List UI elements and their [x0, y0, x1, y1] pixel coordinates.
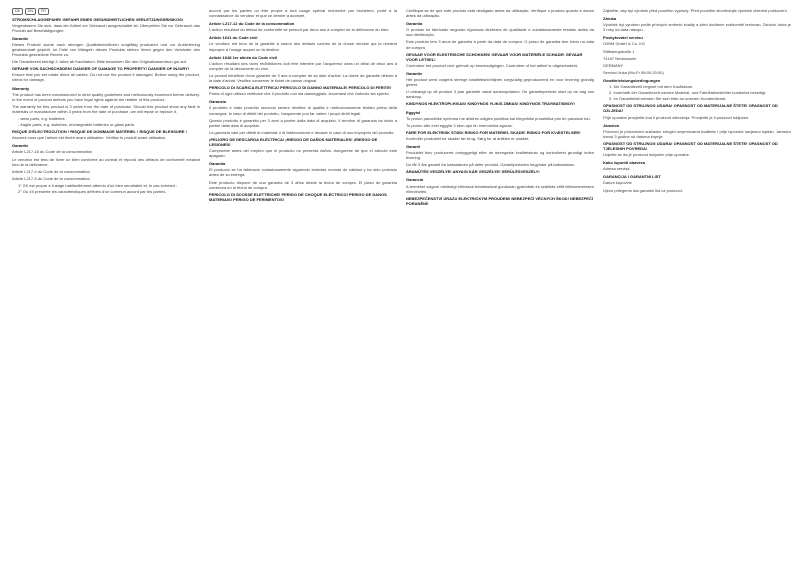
body-paragraph: Il prodotto è stato prodotto secondo severe direttive di qualità e meticolosamente testato prima della consegna. In caso di difetti del prodotto, l'acquirente può far valere i propri diritti legali. [209, 105, 397, 116]
warning-heading: GEFAHR VON SACHSCHÄDEN! DANGER OF DAMAGE TO PROPERTY! DANGER OF INJURY! [12, 66, 190, 72]
body-paragraph: Dieses Produkt wurde nach strengen Qualitätsrichtlinien sorgfältig produziert und vor Auslieferung gewissenhaft geprüft. Im Falle von Mängeln dieses Produkts stehen Ihnen gegen den Verkäufer des Produkts gesetzliche Rechte zu. [12, 41, 200, 58]
contact-line: Stiftsbergstraße 1 [603, 48, 635, 54]
warning-heading: PERICOLO DI SCOSSE ELETTRICHE! PERIGO DE CHOQUE ELÉCTRICO! PERIGO DE DANOS MATERIAIS! PERIGO DE FERIMENTOS! [209, 191, 387, 202]
section-heading: Eggyisi [406, 109, 421, 115]
list-item: 1° S'il est propre à l'usage habituellement attendu d'un bien semblable et, le cas échéant : [18, 182, 178, 188]
section-heading: Garanti [406, 143, 421, 149]
section-heading: Gewährleistungsbedingungen [603, 77, 661, 83]
body-paragraph: Produktet blev produceret omhyggeligt efter de strengeste kvalitetskrav og kontrolleret grundigt inden levering. [406, 150, 594, 161]
warning-heading: ÁRAMÜTÉS VESZÉLYE! ANYAGI KÁR VESZÉLYE! SÉRÜLÉSVESZÉLY! [406, 169, 540, 175]
section-heading: Poskytovatel servisu [603, 35, 643, 41]
language-flag-badge: EN [25, 8, 36, 15]
list-item: 2° Ou s'il présente les caractéristiques définies d'un commun accord par les parties. [18, 189, 167, 195]
body-paragraph: Die Garantiezeit beträgt 3 Jahre ab Kaufdatum. Bitte bewahren Sie den Originalkassenbon gut auf. [12, 59, 187, 65]
section-heading: Garantie [12, 35, 29, 41]
section-heading: Garantia [406, 21, 423, 27]
body-paragraph: Ujezo prilegemo dat garantni list uz proizvod. [603, 187, 683, 193]
body-paragraph: Prije uporabe provjerite ima li proizvod oštećenja. Provjerite je li proizvod isključen. [603, 114, 750, 120]
section-heading: Záruka [603, 16, 617, 22]
body-paragraph: Výrobek byl vyroben podle přísných směrnic kvality a před dodáním svědomitě testován. Záruční doba je 3 roky od data nákupu. [603, 22, 791, 33]
body-paragraph: Assurez-vous que l'article est éteint avant utilisation. Vérifiez le produit avant utilisation. [12, 135, 167, 141]
body-paragraph: La garanzia vale per difetti di materiale o di fabbricazione e decade in caso di uso improprio del prodotto. [209, 129, 395, 135]
section-heading: Jamstvo [603, 122, 620, 128]
body-paragraph: Article L217-4 du Code de la consommation [12, 168, 90, 174]
warning-heading: RISQUE D'ÉLECTROCUTION ! RISQUE DE DOMMAGE MATÉRIEL ! RISQUE DE BLESSURE ! [12, 129, 187, 135]
warning-heading: ¡PELIGRO DE DESCARGA ELÉCTRICA! ¡RIESGO DE DAÑOS MATERIALES! ¡RIESGO DE LESIONES! [209, 136, 378, 147]
body-paragraph: Proizvod je proizveden sukladno strogim smjernicama kvalitete i prije isporuke savjesno ispitan. Jamstvo iznosi 3 godine od datuma kupnje. [603, 128, 791, 139]
section-heading: Warranty [12, 85, 30, 91]
body-paragraph: Uvjerite se da je proizvod isključen prije uporabe. [603, 152, 690, 158]
body-paragraph: Compruebe antes del empleo que el producto no presenta daños. Asegúrese de que el artículo esté apagado. [209, 148, 397, 159]
section-heading: Article 1648 1er alinéa du Code civil [209, 54, 278, 60]
warning-heading: KINDYNOS HLEKTROPLHXIAS! KINDYNOS YLIKIS ZIMIAS! KINDYNOS TRAYMATISMOY! [406, 101, 575, 107]
body-paragraph: The warranty for this product is 3 years from the date of purchase. Should this product show any fault in materials or manufacture within 3 years from the date of purchase, we will repair or replace it. [12, 103, 200, 114]
body-paragraph: Zajistěte, aby byl výrobek před použitím vypnutý. Před použitím zkontrolujte výrobek ohledně poškození. [603, 8, 788, 13]
section-heading: GARANCIJA I GARANTNI LIST [603, 174, 661, 180]
list-item: 1. Die Garantiezeit beginnt mit dem Kaufdatum. [609, 84, 694, 90]
body-paragraph: U ontvangt op dit product 3 jaar garantie vanaf aankoopdatum. De garantieperiode start op de dag van aankoop. [406, 89, 594, 100]
language-flag-badge: DE [12, 8, 23, 15]
body-paragraph: accord par les parties ou être propre à tout usage spécial recherché par l'acheteur, porté à la connaissance du vendeur et que ce dernier a accepté. [209, 8, 397, 19]
warning-heading: STROMSCHLAGGEFAHR! GEFAHR EINES GESUNDHEITLICHEN VERLETZUNGSRISIKOS! [12, 16, 184, 22]
body-paragraph: Le produit bénéficie d'une garantie de 3 ans à compter de sa date d'achat. La durée de garantie débute à la date d'achat. Veuillez conserver le ticket de caisse original. [209, 72, 397, 84]
section-heading: Article 1641 du Code civil [209, 35, 258, 41]
text-column-4 [603, 8, 791, 560]
section-heading: Garancia [406, 177, 424, 183]
list-item: 3. Im Garantiefall wenden Sie sich bitte an unseren Kundendienst. [609, 96, 727, 102]
list-item: - fragile parts, e.g. switches, rechargeable batteries or glass parts. [18, 122, 135, 128]
body-paragraph: Le vendeur est tenu de livrer un bien conforme au contrat et répond des défauts de conformité existant lors de la délivrance. [12, 156, 200, 167]
warning-heading: OPASNOST OD STRUJNOG UDARA! OPASNOST OD MATERIJALNE ŠTETE! OPASNOST OD TJELESNIH POVREDA! [603, 140, 778, 151]
warning-heading: PERICOLO DI SCARICA ELETTRICA! PERICOLO DI DANNO MATERIALE! PERICOLO DI FERITE! [209, 85, 392, 91]
body-paragraph: Prima di ogni utilizzo verificare che il prodotto non sia danneggiato. Accertarsi che l'articolo sia spento. [209, 91, 390, 97]
body-paragraph: Du får 3 års garanti fra købsdatoen på dette produkt. Garantiperioden begynder på købsdatoen. [406, 162, 576, 168]
body-paragraph: El producto se ha fabricado cuidadosamente siguiendo estrictas normas de calidad y ha sido probado antes de su entrega. [209, 167, 397, 178]
body-paragraph: Este producto dispone de una garantía de 3 años desde la fecha de compra. El plazo de garantía comienza en la fecha de compra. [209, 179, 397, 190]
contact-line: GERMANY [603, 62, 624, 68]
body-paragraph: Vergewissern Sie sich, dass der Artikel vor Gebrauch ausgeschaltet ist. Überprüfen Sie vor Gebrauch das Produkt auf Beschädigungen. [12, 22, 200, 33]
section-heading: Garantie [406, 70, 423, 76]
body-paragraph: Ensure that you set rotate direct all cables. Do not use the product if damaged. Before using the product, check for damage. [12, 72, 200, 83]
language-flags [12, 8, 200, 15]
section-heading: Garantía [209, 161, 226, 167]
contact-line: Adresa servisa [603, 166, 630, 172]
body-paragraph: Le vendeur est tenu de la garantie à raison des défauts cachés de la chose vendue qui la rendent impropre à l'usage auquel on la destine. [209, 41, 397, 52]
body-paragraph: Controleer het product vóór gebruik op beschadigingen. Controleer of het artikel is uitgeschakeld. [406, 62, 579, 68]
contact-line: OWIM GmbH & Co. KG [603, 41, 646, 47]
body-paragraph: L'action résultant du défaut de conformité se prescrit par deux ans à compter de la délivrance du bien. [209, 27, 390, 33]
body-paragraph: Article L217-5 du Code de la consommation [12, 175, 90, 181]
section-heading: Garantie [12, 143, 29, 149]
body-paragraph: The product has been manufactured to strict quality guidelines and meticulously examined before delivery. In the event of product defects you have legal rights against the retailer of this product. [12, 91, 200, 102]
body-paragraph: L'action résultant des vices rédhibitoires doit être intentée par l'acquéreur dans un délai de deux ans à compter de la découverte du vice. [209, 60, 397, 71]
warning-heading: NEBEZPEČENSTVÍ ÚRAZU ELEKTRICKÝM PROUDEM! NEBEZPEČÍ VĚCNÝCH ŠKOD! NEBEZPEČÍ PORANĚNÍ! [406, 195, 593, 206]
text-column-3 [406, 8, 594, 560]
contact-line: 74167 Neckarsulm [603, 55, 637, 61]
body-paragraph: To proion afto exei eggyisi 3 eton apo tin imerominia agoras. [406, 122, 513, 128]
body-paragraph: Questo prodotto è garantito per 3 anni a partire dalla data di acquisto. Il termine di garanzia ha inizio a partire dalla data di acquisto. [209, 117, 397, 128]
body-paragraph: Certifique-se de que este produto está desligado antes da utilização. Verifique o produto quanto a danos antes da utilização. [406, 8, 594, 19]
body-paragraph: Datum kupovine [603, 180, 632, 186]
body-paragraph: Kontrollér produktet for skader før brug. Sørg for at artiklen er slukket. [406, 135, 530, 141]
body-paragraph: To proion paraxthike syntoma me afstires odigies poiotitas kai elegxthike prosektika prin tin paradosi tou. [406, 115, 591, 121]
section-heading: Kako ispuniti obavezu [603, 160, 646, 166]
contact-line: Servisní linka (Mo-Fr 08:00-20:00) [603, 69, 664, 75]
language-flag-badge: FR [38, 8, 49, 15]
body-paragraph: Este produto tem 3 anos de garantia a partir da data de compra. O prazo de garantia tem início na data de compra. [406, 39, 594, 50]
body-paragraph: A terméket szigorú minőségi előírások betartásával gondosan gyártották és szállítás előtt lelkiismeretesen ellenőrizték. [406, 183, 594, 194]
body-paragraph: Article L217-16 du Code de la consommation [12, 149, 93, 155]
warning-heading: FARE FOR ELEKTRISK STØD! RISIKO FOR MATERIEL SKADE! RISIKO FOR KVÆSTELSER! [406, 129, 581, 135]
section-heading: Article L217-12 du Code de la consommation [209, 21, 295, 27]
text-column-2 [209, 8, 397, 560]
warning-heading: OPASNOST OD STRUJNOG UDARA! OPASNOST OD MATERIJALNE ŠTETE! OPASNOST OD OZLJEDA! [603, 103, 778, 114]
section-heading: Garanzia [209, 99, 226, 105]
body-paragraph: O produto foi fabricado segundo rigorosas diretrizes de qualidade e cuidadosamente testado antes da sua distribuição. [406, 27, 594, 38]
text-column-1 [12, 8, 200, 560]
list-item: 2. Innerhalb der Garantiezeit werden Material- und Fabrikationsfehler kostenlos beseitigt. [609, 90, 767, 96]
warning-heading: GEVAAR VOOR ELEKTRISCHE SCHOKKEN! GEVAAR VOOR MATERIËLE SCHADE! GEVAAR VOOR LETSEL! [406, 51, 583, 62]
body-paragraph: Het product werd volgens strenge kwaliteitsrichtlijnen zorgvuldig geproduceerd en voor levering grondig getest. [406, 77, 594, 88]
list-item: - wear parts, e.g. batteries [18, 116, 65, 121]
